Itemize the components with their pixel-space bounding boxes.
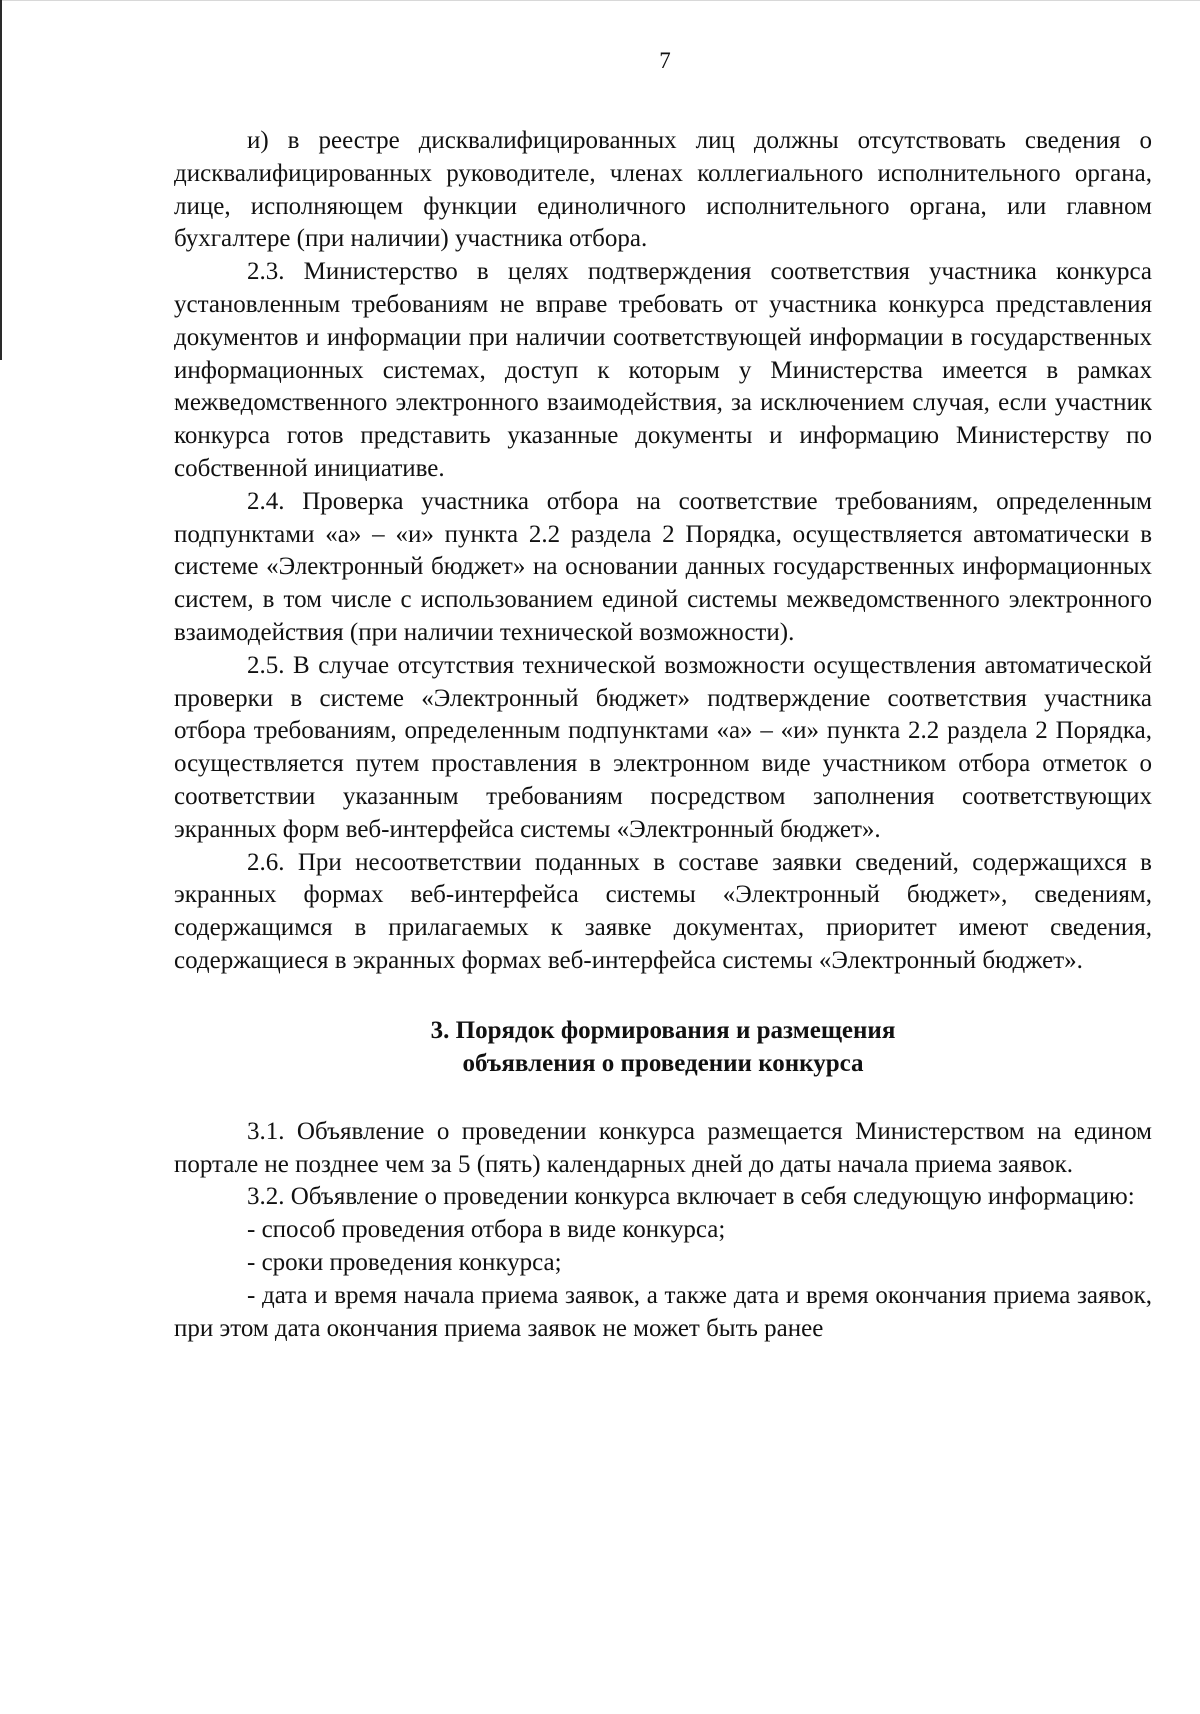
list-item: - дата и время начала приема заявок, а также дата и время окончания приема заявок, при этом дата окончания приема заявок не может быть ранее <box>174 1281 1152 1342</box>
paragraph-2-3: 2.3. Министерство в целях подтверждения соответствия участника конкурса установленным требованиям не вправе требовать от участника конкурса представления документов и информации при наличии соответствующей информации в государственных информационных системах, доступ к которым у Министерства имеется в рамках межведомственного электронного взаимодействия, за исключением случая, если участник конкурса готов представить указанные документы и информацию Министерству по собственной инициативе. <box>174 258 1152 482</box>
paragraph-3-1: 3.1. Объявление о проведении конкурса размещается Министерством на едином портале не позднее чем за 5 (пять) календарных дней до даты начала приема заявок. <box>174 1117 1152 1178</box>
paragraph-2-4: 2.4. Проверка участника отбора на соответствие требованиям, определенным подпунктами «а» – «и» пункта 2.2 раздела 2 Порядка, осуществляется автоматически в системе «Электронный бюджет» на основании данных государственных информационных систем, в том числе с использованием единой системы межведомственного электронного взаимодействия (при наличии технической возможности). <box>174 487 1152 646</box>
document-body <box>174 125 1152 1345</box>
spacer <box>174 1080 1152 1116</box>
page-number: 7 <box>659 48 671 73</box>
scan-edge-top <box>0 0 1200 1</box>
list-item: - сроки проведения конкурса; <box>247 1248 562 1276</box>
paragraph-2-6: 2.6. При несоответствии поданных в составе заявки сведений, содержащихся в экранных формах веб-интерфейса системы «Электронный бюджет», сведениям, содержащимся в прилагаемых к заявке документах, приоритет имеют сведения, содержащиеся в экранных формах веб-интерфейса системы «Электронный бюджет». <box>174 848 1152 974</box>
paragraph-item-i: и) в реестре дисквалифицированных лиц должны отсутствовать сведения о дисквалифицированных руководителе, членах коллегиального исполнительного органа, лице, исполняющем функции единоличного исполнительного органа, или главном бухгалтере (при наличии) участника отбора. <box>174 127 1152 253</box>
paragraph-3-2: 3.2. Объявление о проведении конкурса включает в себя следующую информацию: <box>247 1183 1135 1211</box>
spacer <box>174 978 1152 1014</box>
section-3-heading-line-1: 3. Порядок формирования и размещения <box>430 1016 896 1044</box>
list-item: - способ проведения отбора в виде конкурса; <box>247 1216 726 1244</box>
section-3-heading-line-2: объявления о проведении конкурса <box>462 1049 864 1077</box>
paragraph-2-5: 2.5. В случае отсутствия технической возможности осуществления автоматической проверки в системе «Электронный бюджет» подтверждение соответствия участника отбора требованиям, определенным подпунктами «а» – «и» пункта 2.2 раздела 2 Порядка, осуществляется путем проставления в электронном виде участником отбора отметок о соответствии указанным требованиям посредством заполнения соответствующих экранных форм веб-интерфейса системы «Электронный бюджет». <box>174 651 1152 843</box>
